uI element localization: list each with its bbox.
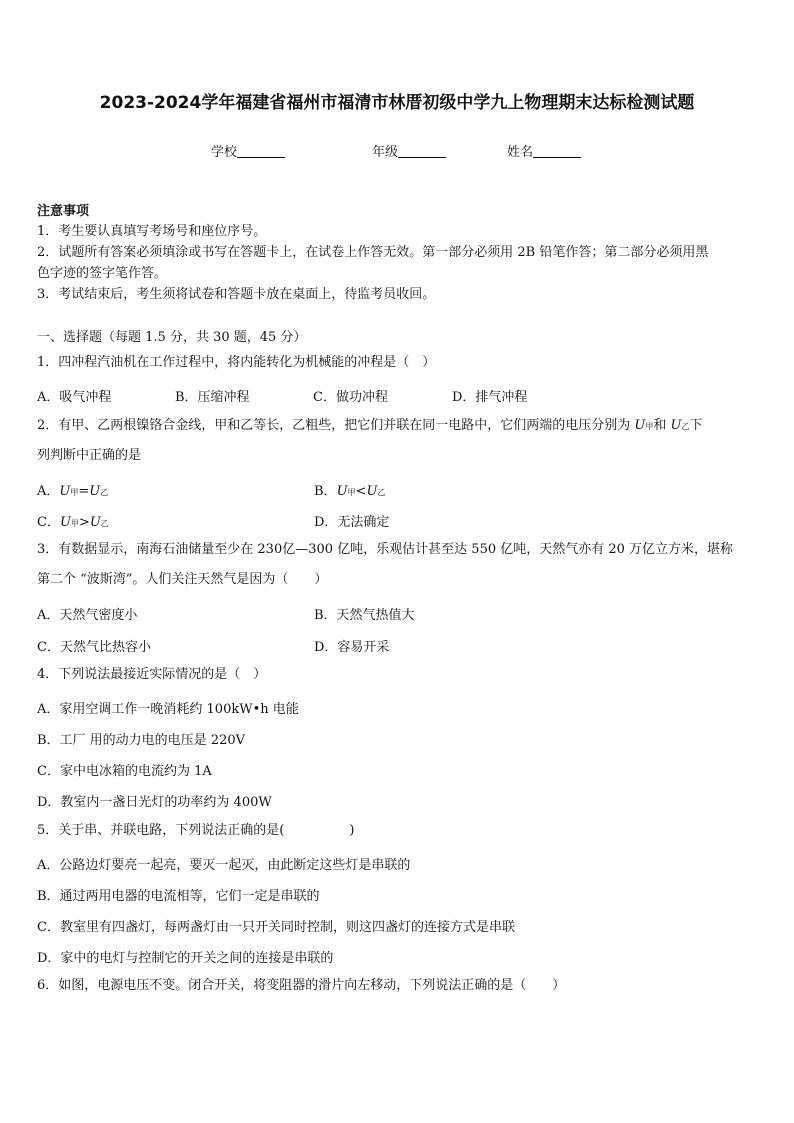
q2-option-d[interactable]: D．无法确定 <box>314 515 390 530</box>
question-2-stem: 2．有甲、乙两根镍铬合金线，甲和乙等长，乙粗些，把它们并联在同一电路中，它们两端的电压分别为 U甲和 U乙下 <box>37 418 703 433</box>
q1-option-c[interactable]: C．做功冲程 <box>313 390 388 405</box>
school-field <box>211 141 285 160</box>
name-blank[interactable] <box>533 144 581 158</box>
q1-option-d[interactable]: D．排气冲程 <box>452 390 528 405</box>
grade-field <box>372 141 446 160</box>
question-3-stem: 3．有数据显示，南海石油储量至少在 230亿—300 亿吨，乐观估计甚至达 550 亿吨，天然气亦有 20 万亿立方米，堪称 <box>37 542 734 557</box>
question-1-stem: 1．四冲程汽油机在工作过程中，将内能转化为机械能的冲程是（ ） <box>37 355 436 370</box>
name-field <box>507 141 581 160</box>
question-2-stem-cont: 列判断中正确的是 <box>37 448 142 463</box>
notice-item: 2．试题所有答案必须填涂或书写在答题卡上，在试卷上作答无效。第一部分必须用 2B 铅笔作答；第二部分必须用黑 <box>37 245 709 260</box>
question-3-stem-cont: 第二个 “波斯湾”。人们关注天然气是因为（ ） <box>37 572 328 587</box>
q4-option-c[interactable]: C．家中电冰箱的电流约为 1A <box>37 764 212 779</box>
q5-option-a[interactable]: A．公路边灯要亮一起亮，要灭一起灭，由此断定这些灯是串联的 <box>37 858 411 873</box>
question-6-stem: 6．如图，电源电压不变。闭合开关，将变阻器的滑片向左移动，下列说法正确的是（ ） <box>37 978 566 993</box>
q4-option-d[interactable]: D．教室内一盏日光灯的功率约为 400W <box>37 795 272 810</box>
school-label: 学校 <box>211 145 238 160</box>
section-heading: 一、选择题（每题 1.5 分，共 30 题，45 分） <box>37 330 307 345</box>
notice-item: 3．考试结束后，考生须将试卷和答题卡放在桌面上，待监考员收回。 <box>37 287 436 302</box>
q2-option-c[interactable]: C．U甲>U乙 <box>37 515 109 530</box>
question-4-stem: 4．下列说法最接近实际情况的是（ ） <box>37 667 267 682</box>
q4-option-b[interactable]: B．工厂 用的动力电的电压是 220V <box>37 733 246 748</box>
q2-option-b[interactable]: B．U甲<U乙 <box>314 484 386 499</box>
q5-option-d[interactable]: D．家中的电灯与控制它的开关之间的连接是串联的 <box>37 951 334 966</box>
q1-option-b[interactable]: B．压缩冲程 <box>175 390 250 405</box>
notice-item: 色字迹的签字笔作答。 <box>37 266 168 281</box>
page-title: 2023-2024学年福建省福州市福清市林厝初级中学九上物理期末达标检测试题 <box>99 93 695 113</box>
q3-option-b[interactable]: B．天然气热值大 <box>314 608 415 623</box>
q2-option-a[interactable]: A．U甲=U乙 <box>37 484 109 499</box>
q4-option-a[interactable]: A．家用空调工作一晚消耗约 100kW•h 电能 <box>37 702 299 717</box>
q5-option-b[interactable]: B．通过两用电器的电流相等，它们一定是串联的 <box>37 889 320 904</box>
school-blank[interactable] <box>237 144 285 158</box>
q3-option-c[interactable]: C．天然气比热容小 <box>37 640 151 655</box>
q3-option-d[interactable]: D．容易开采 <box>314 640 390 655</box>
name-label: 姓名 <box>507 145 534 160</box>
grade-blank[interactable] <box>398 144 446 158</box>
notice-heading: 注意事项 <box>37 204 90 219</box>
notice-item: 1．考生要认真填写考场号和座位序号。 <box>37 224 267 239</box>
q3-option-a[interactable]: A．天然气密度小 <box>37 608 138 623</box>
q5-option-c[interactable]: C．教室里有四盏灯，每两盏灯由一只开关同时控制，则这四盏灯的连接方式是串联 <box>37 920 515 935</box>
question-5-stem: 5．关于串、并联电路，下列说法正确的是( ) <box>37 823 355 838</box>
q1-option-a[interactable]: A．吸气冲程 <box>37 390 112 405</box>
grade-label: 年级 <box>372 145 399 160</box>
